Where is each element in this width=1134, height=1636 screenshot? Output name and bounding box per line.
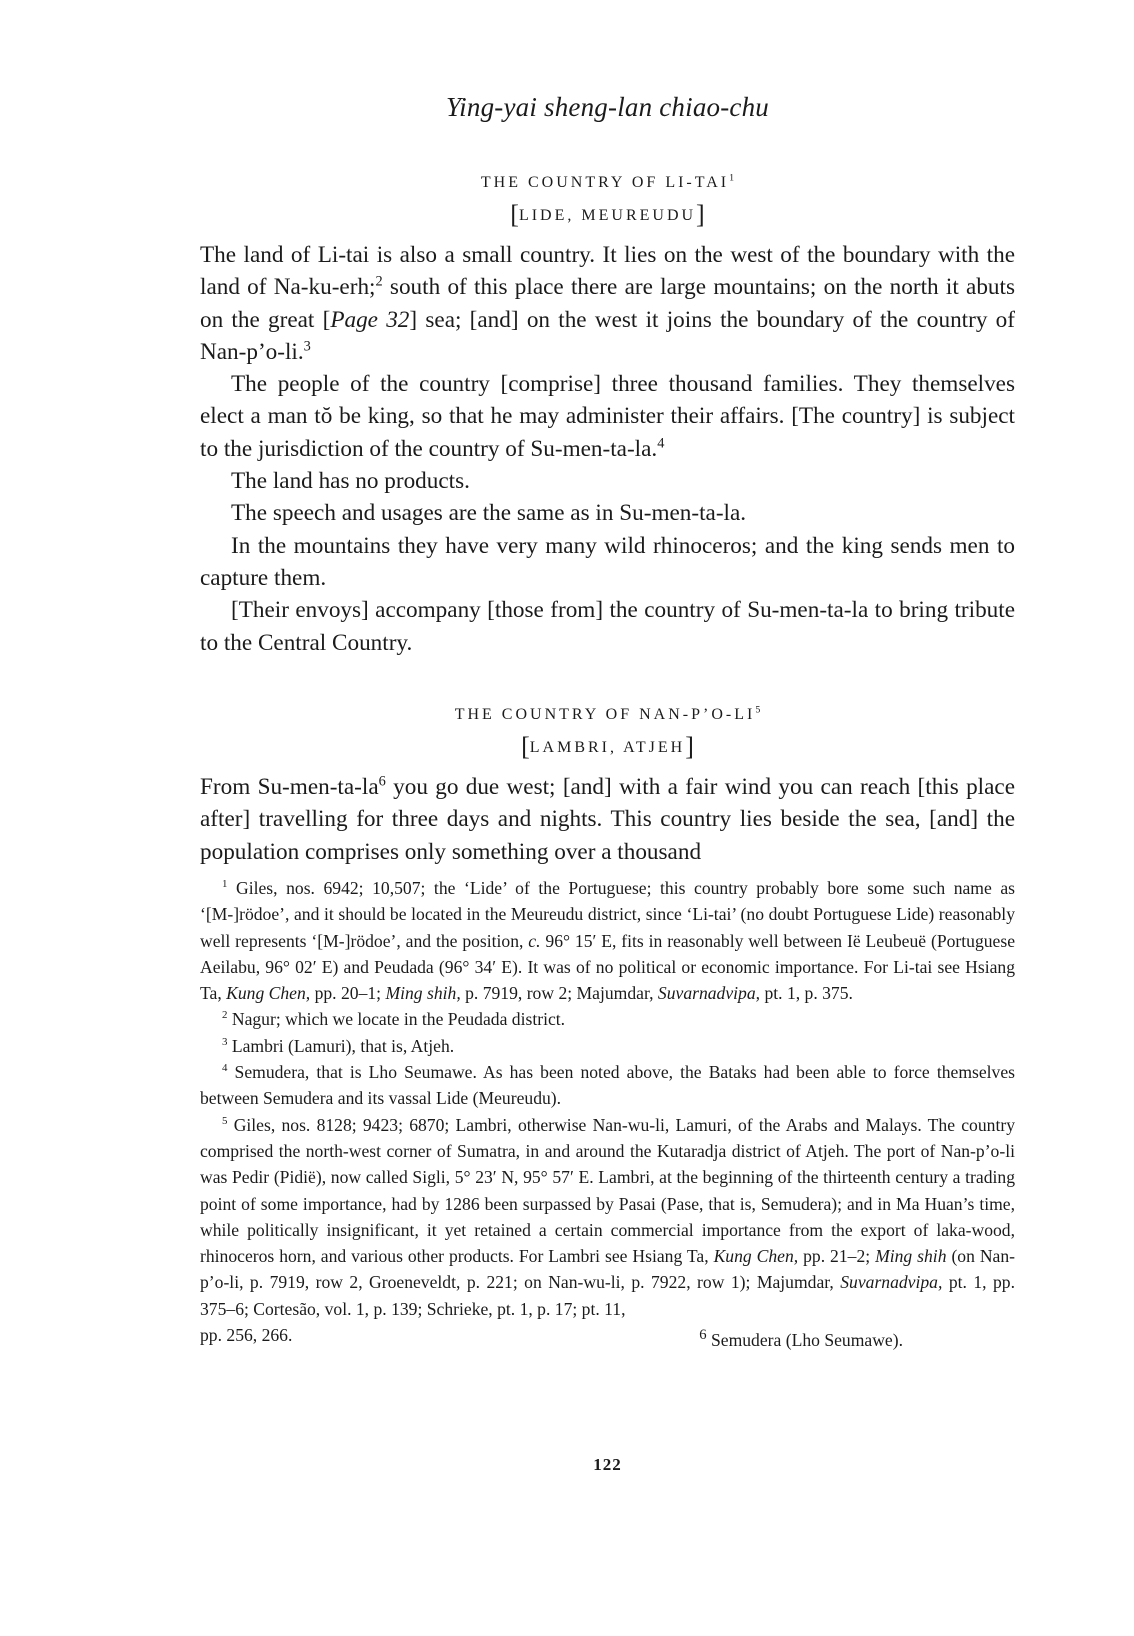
footnote-4: $^4$ Semudera, that is Lho Seumawe. As has been noted above, the Bataks had been able to force themselves between Semudera and its vassal Lide (Meureudu). — [200, 1062, 1015, 1109]
section-title-li-tai — [200, 174, 1015, 192]
section-subtitle-text: LIDE, MEUREUDU — [518, 207, 697, 224]
section-title-text: THE COUNTRY OF LI-TAI — [480, 174, 730, 191]
bracket-open: [ — [510, 200, 519, 229]
running-head: Ying-yai sheng-lan chiao-chu — [445, 92, 770, 122]
footnote-mark: 1 — [222, 878, 228, 891]
paragraph: In the mountains they have very many wild rhinoceros; and the king sends men to capture them. — [200, 532, 1015, 591]
footnote-mark: 5 — [222, 1114, 228, 1127]
paragraph: [Their envoys] accompany [those from] the country of Su-men-ta-la to bring tribute to the Central Country. — [200, 597, 1015, 656]
bracket-open: [ — [521, 732, 530, 761]
footnote-ref: 2 — [375, 273, 383, 290]
page-marker: Page 32 — [330, 306, 410, 333]
footnote-mark: 3 — [222, 1035, 228, 1048]
bracket-close: ] — [696, 200, 705, 229]
footnote-6: $^6$ Semudera (Lho Seumawe). — [699, 1327, 903, 1350]
footnote-5-end: pp. 256, 266. — [200, 1325, 293, 1346]
footnote-ref: 1 — [729, 172, 735, 184]
footnote-ref: 6 — [378, 773, 386, 790]
section-subtitle-text: LAMBRI, ATJEH — [529, 739, 686, 756]
footnote-mark: 4 — [222, 1062, 228, 1075]
footnote-3: $^3$ Lambri (Lamuri), that is, Atjeh. — [222, 1035, 455, 1056]
section-subtitle-li-tai — [200, 200, 1015, 230]
section-body-li-tai — [200, 239, 1015, 659]
footnote-1: $^1$ Giles, nos. 6942; 10,507; the ‘Lide’ of the Portuguese; this country probably bore some such name as ‘[M-]rödoe’, and it should be located in the Meureudu district, since ‘Li-tai’ (no doubt Portuguese Lide) reasonably well represents ‘[M-]rödoe’, and the position, c. 96° 15′ E, fits in reasonably well between Ië Leubeuë (Portuguese Aeilabu, 96° 02′ E) and Peudada (96° 34′ E). It was of no political or economic importance. For Li-tai see Hsiang Ta, Kung Chen, pp. 20–1; Ming shih, p. 7919, row 2; Majumdar, Suvarnadvipa, pt. 1, p. 375. — [200, 878, 1015, 1004]
footnote-ref: 3 — [303, 338, 311, 355]
footnote-mark: 6 — [699, 1327, 707, 1344]
bracket-close: ] — [685, 732, 694, 761]
page-number: 122 — [593, 1455, 622, 1474]
footnotes — [200, 875, 1015, 1353]
paragraph: The land has no products. — [231, 468, 470, 495]
footnote-ref: 5 — [755, 704, 761, 716]
footnote-mark: 2 — [222, 1009, 228, 1022]
paragraph: The speech and usages are the same as in Su-men-ta-la. — [231, 500, 747, 527]
footnote-2: $^2$ Nagur; which we locate in the Peudada district. — [222, 1009, 566, 1030]
section-title-nan-po-li — [200, 706, 1015, 724]
section-subtitle-nan-po-li — [200, 732, 1015, 762]
section-body-nan-po-li — [200, 771, 1015, 868]
paragraph: The people of the country [comprise] three thousand families. They themselves elect a man tŏ be king, so that he may administer their affairs. [The country] is subject to the jurisdiction of the country of Su-men-ta-la.$^4$ — [200, 371, 1015, 462]
paragraph: The land of Li-tai is also a small country. It lies on the west of the boundary with the land of Na-ku-erh;$^2$ south of this place there are large mountains; on the north it abuts on the great [Page 32] sea; [and] on the west it joins the boundary of the country of Nan-p’o-li.$^3$ — [200, 242, 1015, 365]
section-title-text: THE COUNTRY OF NAN-P’O-LI — [454, 706, 756, 723]
paragraph: From $Su-men-ta-la^6$ you go due west; [and] with a fair wind you can reach [this place after] travelling for three days and nights. This country lies beside the sea, [and] the population comprises only something over a thousand — [200, 773, 1015, 865]
footnote-5: $^5$ Giles, nos. 8128; 9423; 6870; Lambri, otherwise Nan-wu-li, Lamuri, of the Arabs and Malays. The country comprised the north-west corner of Sumatra, in and around the Kutaradja district of Atjeh. The port of Nan-p’o-li was Pedir (Pidië), now called Sigli, 5° 23′ N, 95° 57′ E. Lambri, at the beginning of the thirteenth century a trading point of some importance, had by 1286 been surpassed by Pasai (Pase, that is, Semudera); and in Ma Huan’s time, while politically insignificant, it yet retained a certain commercial importance from the export of laka-wood, rhinoceros horn, and various other products. For Lambri see Hsiang Ta, Kung Chen, pp. 21–2; Ming shih (on Nan-p’o-li, p. 7919, row 2, Groeneveldt, p. 221; on Nan-wu-li, p. 7922, row 1); Majumdar, Suvarnadvipa, pt. 1, pp. 375–6; Cortesão, vol. 1, p. 139; Schrieke, pt. 1, p. 17; pt. 11, — [200, 1114, 1016, 1319]
footnote-ref: 4 — [657, 435, 665, 452]
footnote-last-row — [200, 1322, 1015, 1353]
